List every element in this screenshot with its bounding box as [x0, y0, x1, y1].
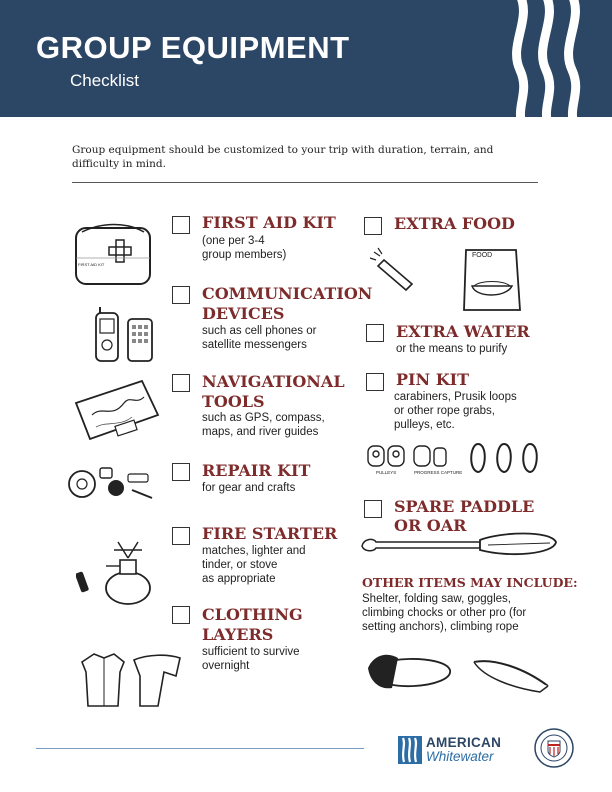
item-title-clothing: CLOTHING [202, 605, 303, 624]
page-title: GROUP EQUIPMENT [36, 30, 350, 65]
divider [72, 182, 538, 183]
item-title-communication-2: DEVICES [202, 304, 285, 323]
item-title-repair-kit: REPAIR KIT [202, 461, 311, 480]
header-banner [0, 0, 612, 117]
first-aid-label: FIRST AID KIT [78, 262, 105, 267]
item-title-extra-water: EXTRA WATER [396, 322, 530, 341]
item-desc-fire-starter-1: matches, lighter and [202, 545, 306, 557]
page-subtitle: Checklist [70, 71, 139, 90]
item-title-navigational-2: TOOLS [202, 392, 265, 411]
item-title-extra-food: EXTRA FOOD [394, 214, 515, 233]
checkbox-spare-paddle[interactable] [364, 500, 382, 518]
item-title-fire-starter: FIRE STARTER [202, 524, 338, 543]
checkbox-first-aid-kit[interactable] [172, 216, 190, 234]
checkbox-clothing-layers[interactable] [172, 606, 190, 624]
repair-kit-icon [66, 462, 158, 507]
checkbox-communication-devices[interactable] [172, 286, 190, 304]
other-items-desc-3: setting anchors), climbing rope [362, 621, 519, 633]
map-icon [72, 375, 162, 445]
aw-logo-icon [398, 736, 422, 764]
checkbox-repair-kit[interactable] [172, 463, 190, 481]
progress-capture-label: PROGRESS CAPTURE [414, 470, 463, 475]
wave-stripes-icon [502, 0, 612, 117]
item-title-spare-paddle: SPARE PADDLE [394, 497, 535, 516]
brand-line-1: AMERICAN [426, 735, 502, 750]
item-desc-navigational-1: such as GPS, compass, [202, 412, 325, 424]
checkbox-fire-starter[interactable] [172, 527, 190, 545]
american-whitewater-logo [398, 734, 518, 766]
stove-icon [76, 530, 158, 608]
paddle-icon [360, 528, 560, 560]
item-desc-extra-water: or the means to purify [396, 343, 508, 355]
item-title-navigational: NAVIGATIONAL [202, 372, 345, 391]
item-desc-pin-kit-3: pulleys, etc. [394, 419, 455, 431]
item-desc-first-aid-kit-2: group members) [202, 249, 287, 261]
item-desc-first-aid-kit-1: (one per 3-4 [202, 235, 265, 247]
item-desc-repair-kit-1: for gear and crafts [202, 482, 296, 494]
item-desc-pin-kit-2: or other rope grabs, [394, 405, 496, 417]
shelter-saw-icon [364, 648, 554, 698]
clothing-icon [78, 650, 184, 710]
checkbox-navigational-tools[interactable] [172, 374, 190, 392]
item-desc-fire-starter-2: tinder, or stove [202, 559, 278, 571]
item-desc-communication-2: satellite messengers [202, 339, 307, 351]
checkbox-extra-water[interactable] [366, 324, 384, 342]
item-desc-navigational-2: maps, and river guides [202, 426, 319, 438]
food-icon [366, 246, 526, 314]
item-title-spare-paddle-2: OR OAR [394, 516, 467, 535]
coast-guard-seal-icon [533, 727, 575, 769]
intro-text: Group equipment should be customized to your trip with duration, terrain, and difficulty in mind. [72, 144, 494, 170]
item-title-communication: COMMUNICATION [202, 284, 373, 303]
item-desc-clothing-1: sufficient to survive [202, 646, 300, 658]
checkbox-pin-kit[interactable] [366, 373, 384, 391]
item-desc-pin-kit-1: carabiners, Prusik loops [394, 391, 517, 403]
item-title-pin-kit: PIN KIT [396, 370, 470, 389]
other-items-heading: OTHER ITEMS MAY INCLUDE: [362, 575, 578, 590]
food-pack-label: FOOD [472, 252, 493, 259]
other-items-desc-1: Shelter, folding saw, goggles, [362, 593, 511, 605]
item-desc-fire-starter-3: as appropriate [202, 573, 276, 585]
item-desc-clothing-2: overnight [202, 660, 250, 672]
pulleys-label: PULLEYS [376, 470, 397, 475]
checkbox-extra-food[interactable] [364, 217, 382, 235]
item-title-first-aid-kit: FIRST AID KIT [202, 213, 336, 232]
first-aid-kit-icon [72, 218, 157, 288]
item-desc-communication-1: such as cell phones or [202, 325, 317, 337]
brand-line-2: Whitewater [426, 749, 494, 764]
gps-phone-icon [90, 305, 158, 363]
footer-divider [36, 748, 364, 749]
item-title-clothing-2: LAYERS [202, 625, 274, 644]
other-items-desc-2: climbing chocks or other pro (for [362, 607, 527, 619]
